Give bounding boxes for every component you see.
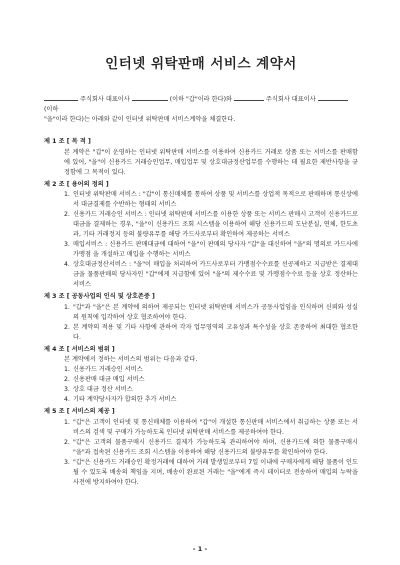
intro-seg4: (이하	[44, 106, 59, 113]
list-item	[64, 303, 358, 323]
article-items	[44, 303, 358, 343]
list-item	[64, 375, 358, 385]
list-item	[64, 438, 358, 458]
contract-intro	[44, 94, 358, 125]
item-text: 신용카드 거래승인 서비스 : 인터넷 위탁판매 서비스를 이용한 상품 또는 서비스 판매시 고객이 신용카드로 대금을 결제하는 경우, "을"이 신용카드 조회 시스템을 이용하여 해당 신용카드의 도난분실, 연체, 한도초과, 기타 거래정지 등의 불량유무를 해당 카드사로부터 확인하여 제공하는 서비스	[73, 211, 358, 238]
item-number: 4.	[64, 396, 70, 403]
list-item	[64, 190, 358, 210]
intro-line2: "을"이라 한다)는 아래와 같이 인터넷 위탁판매 서비스계약을 체결한다.	[44, 116, 236, 123]
list-item	[64, 385, 358, 395]
article-4	[44, 345, 358, 406]
document-title: 인터넷 위탁판매 서비스 계약서	[105, 56, 297, 72]
article-items	[44, 190, 358, 290]
blank-representative-b	[318, 94, 348, 101]
page-number: - 1 -	[192, 545, 208, 553]
blank-representative-a	[132, 94, 168, 101]
list-item	[64, 260, 358, 290]
articles-list	[44, 137, 358, 488]
article-items	[44, 418, 358, 488]
item-number: 4.	[64, 261, 70, 268]
article-title: 제 3 조 [ 공동사업의 인식 및 상호존중 ]	[44, 293, 155, 300]
item-number: 3.	[64, 241, 70, 248]
item-number: 1.	[64, 418, 70, 426]
intro-seg2: (이하 "갑"이라 한다)와	[169, 96, 232, 103]
item-text: "갑"은 신용카드 거래승인 확정거래에 대하여 거래 발생일로부터 7일 이내에 구매자에게 해당 물품이 인도될 수 있도록 배송의 책임을 지며, 배송이 완료된 거래는 "을"에게 즉시 데이터로 전송하여 매입의 누락을 사전에 방지하여야 한다.	[73, 458, 358, 486]
item-number: 3.	[64, 386, 70, 393]
item-number: 1.	[64, 191, 70, 198]
article-3	[44, 292, 358, 343]
item-text: 신용카드 거래승인 서비스	[73, 366, 143, 373]
article-2	[44, 180, 358, 291]
item-text: 신용판매 대금 매입 서비스	[73, 376, 145, 383]
item-number: 1.	[64, 366, 70, 373]
intro-seg1: 주식회사 대표이사	[79, 96, 130, 103]
item-number: 2.	[64, 376, 70, 383]
item-text: "갑"은 고객의 물품구매시 신용카드 결제가 가능하도록 관리하여야 하며, 신용카드에 의한 물품구매시 "을"과 접속된 신용카드 조회 시스템을 이용하여 해당 신용카드의 불량유무를 확인하여야 한다.	[73, 438, 358, 456]
list-item	[64, 365, 358, 375]
article-title: 제 1 조 [ 목 적 ]	[44, 138, 91, 145]
list-item	[64, 458, 358, 488]
list-item	[64, 210, 358, 240]
article-title: 제 2 조 [ 용어의 정의 ]	[44, 180, 109, 188]
article-1	[44, 137, 358, 178]
article-body: 본 계약에서 정하는 서비스의 범위는 다음과 같다.	[64, 356, 198, 363]
item-number: 2.	[64, 211, 70, 218]
item-text: 상호 대금 정산 서비스	[73, 386, 133, 393]
item-text: 기타 계약당사자가 합의한 추가 서비스	[73, 396, 177, 403]
item-text: 상호대금정산서비스 : "을"이 매입을 처리하여 카드사로부터 가맹점수수료를 선공제하고 지급받은 결제대금을 물품판매의 당사자인 "갑"에게 지급함에 있어 "을"의 제수수료 및 가맹점수수료 등을 상호 정산하는 서비스	[73, 261, 358, 288]
list-item	[64, 323, 358, 343]
blank-company-b	[234, 94, 264, 101]
item-text: 본 계약의 적용 및 기타 사항에 관하여 각자 업무영역의 고유성과 특수성을 상호 존중하여 최대한 협조한다.	[73, 323, 358, 341]
article-5	[44, 407, 358, 488]
item-number: 3.	[64, 458, 70, 466]
item-number: 2.	[64, 323, 70, 331]
list-item	[64, 240, 358, 260]
item-text: "갑"과 "을"은 본 계약에 의하여 제공되는 인터넷 위탁판매 서비스가 공동사업임을 인식하며 신뢰와 성실의 원칙에 입각하여 상호 협조하여야 한다.	[73, 303, 358, 321]
article-title: 제 4 조 [ 서비스의 범위 ]	[44, 345, 115, 353]
list-item	[64, 418, 358, 438]
article-items	[44, 365, 358, 405]
item-number: 1.	[64, 303, 70, 311]
intro-seg3: 주식회사 대표이사	[265, 96, 316, 103]
list-item	[64, 395, 358, 405]
article-title: 제 5 조 [ 서비스의 제공 ]	[44, 408, 115, 415]
article-body: 본 계약은 "갑"이 운영하는 인터넷 위탁판매 서비스를 이용하여 신용카드 거래로 상품 또는 서비스를 판매함에 있어, "을"이 신용카드 거래승인업무, 매입업무 및 상호대금정산업무를 수행하는 데 필요한 제반사항을 규정함에 그 목적이 있다.	[64, 148, 358, 176]
item-text: 인터넷 위탁판매 서비스 : "갑"이 통신매체를 통하여 상품 및 서비스를 상업적 목적으로 판매하며 통신상에서 대금결제를 수반하는 형태의 서비스	[73, 191, 358, 208]
blank-company-a	[44, 94, 78, 101]
item-text: 매입서비스 : 신용카드 판매대금에 대하여 "을"이 판매의 당사자 "갑"을 대신하여 "을"의 명의로 카드사에 가맹점 을 개설하고 매입을 수행하는 서비스	[73, 241, 358, 258]
item-number: 2.	[64, 438, 70, 446]
item-text: "갑"은 고객이 인터넷 및 통신매체를 이용하여 "갑"이 개설한 통신판매 서비스에서 취급하는 상품 또는 서비스의 검색 및 구매가 가능하도록 인터넷 위탁판매 서비스를 제공하여야 한다.	[73, 418, 358, 436]
